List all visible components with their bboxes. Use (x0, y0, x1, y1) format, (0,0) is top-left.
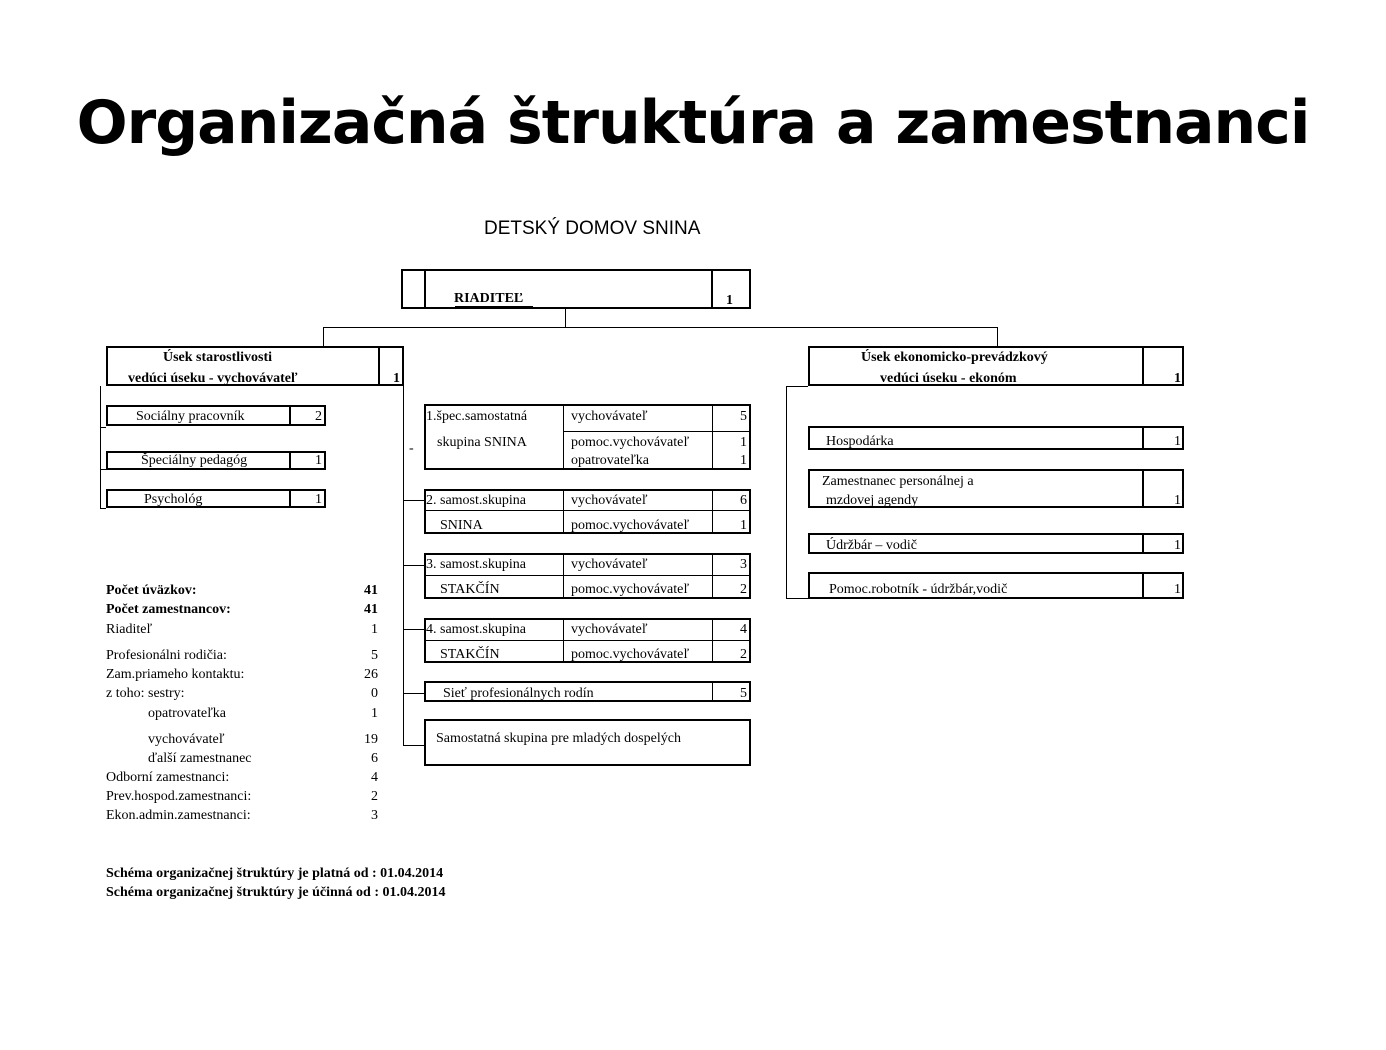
group-1-role2: pomoc.vychovávateľ (571, 435, 690, 450)
stat-label: Odborní zamestnanci: (106, 770, 230, 785)
stat-value: 41 (364, 583, 378, 598)
stat-label: z toho: sestry: (106, 686, 185, 701)
stat-label: Prev.hospod.zamestnanci: (106, 789, 252, 804)
group-3-role2: pomoc.vychovávateľ (571, 582, 690, 597)
group-4-role1: vychovávateľ (571, 622, 648, 637)
group-3-role1: vychovávateľ (571, 557, 648, 572)
group-2-role1: vychovávateľ (571, 493, 648, 508)
right-item-3-count: 1 (1174, 538, 1181, 553)
right-section-lead: vedúci úseku - ekonóm (880, 371, 1017, 386)
stat-label: opatrovateľka (148, 706, 226, 721)
right-item-2-count: 1 (1174, 493, 1181, 508)
dash-mark: - (409, 441, 414, 456)
stat-value: 1 (371, 706, 378, 721)
group-4-name1: 4. samost.skupina (426, 622, 526, 637)
left-item-2-label: Špeciálny pedagóg (141, 453, 248, 468)
stat-value: 0 (371, 686, 378, 701)
director-count: 1 (726, 293, 733, 308)
group-3-name1: 3. samost.skupina (426, 557, 526, 572)
stat-label: Počet zamestnancov: (106, 602, 231, 617)
network-count: 5 (740, 686, 747, 701)
page-title: Organizačná štruktúra a zamestnanci (76, 88, 1310, 158)
right-item-1-count: 1 (1174, 434, 1181, 449)
right-item-4-count: 1 (1174, 582, 1181, 597)
stat-label: vychovávateľ (148, 732, 225, 747)
group-1-role3-count: 1 (740, 453, 747, 468)
group-1-role2-count: 1 (740, 435, 747, 450)
group-4-name2: STAKČÍN (440, 647, 500, 662)
stat-value: 41 (364, 602, 378, 617)
stat-label: ďalší zamestnanec (148, 751, 252, 766)
left-item-3-count: 1 (315, 492, 322, 507)
org-subtitle: DETSKÝ DOMOV SNINA (484, 218, 701, 239)
right-section-title: Úsek ekonomicko-prevádzkový (861, 350, 1048, 365)
right-item-2-label1: Zamestnanec personálnej a (822, 474, 974, 489)
group-1-role1: vychovávateľ (571, 409, 648, 424)
left-item-3-label: Psychológ (144, 492, 203, 507)
stat-label: Počet úväzkov: (106, 583, 197, 598)
group-3-role2-count: 2 (740, 582, 747, 597)
stat-label: Ekon.admin.zamestnanci: (106, 808, 251, 823)
left-section-count: 1 (393, 371, 400, 386)
left-item-3 (106, 489, 326, 508)
stat-value: 1 (371, 622, 378, 637)
footer-effective: Schéma organizačnej štruktúry je účinná od : 01.04.2014 (106, 885, 446, 900)
left-item-2-count: 1 (315, 453, 322, 468)
group-1-name2: skupina SNINA (437, 435, 527, 450)
group-2-name2: SNINA (440, 518, 483, 533)
group-1-role3: opatrovateľka (571, 453, 649, 468)
footer-valid: Schéma organizačnej štruktúry je platná od : 01.04.2014 (106, 866, 444, 881)
stat-value: 26 (364, 667, 378, 682)
young-adults-label: Samostatná skupina pre mladých dospelých (436, 731, 681, 746)
network-label: Sieť profesionálnych rodín (443, 686, 594, 701)
group-4-role2-count: 2 (740, 647, 747, 662)
right-item-1-label: Hospodárka (826, 434, 894, 449)
stat-value: 4 (371, 770, 378, 785)
stat-label: Riaditeľ (106, 622, 153, 637)
left-section-title: Úsek starostlivosti (163, 350, 273, 365)
director-label: RIADITEĽ (454, 291, 524, 306)
group-2-role2: pomoc.vychovávateľ (571, 518, 690, 533)
group-1-role1-count: 5 (740, 409, 747, 424)
group-4-role2: pomoc.vychovávateľ (571, 647, 690, 662)
group-1-name1: 1.špec.samostatná (426, 409, 528, 424)
stat-value: 6 (371, 751, 378, 766)
stat-label: Profesionálni rodičia: (106, 648, 227, 663)
right-item-2-label2: mzdovej agendy (826, 493, 919, 508)
stat-value: 19 (364, 732, 378, 747)
stat-value: 2 (371, 789, 378, 804)
group-2-name1: 2. samost.skupina (426, 493, 526, 508)
stat-value: 3 (371, 808, 378, 823)
group-2-role1-count: 6 (740, 493, 747, 508)
left-item-1-count: 2 (315, 409, 322, 424)
right-item-3-label: Údržbár – vodič (826, 538, 917, 553)
group-3-role1-count: 3 (740, 557, 747, 572)
group-3-name2: STAKČÍN (440, 582, 500, 597)
group-2-role2-count: 1 (740, 518, 747, 533)
left-item-1-label: Sociálny pracovník (136, 409, 245, 424)
stat-label: Zam.priameho kontaktu: (106, 667, 245, 682)
right-section-count: 1 (1174, 371, 1181, 386)
left-section-lead: vedúci úseku - vychovávateľ (128, 371, 298, 386)
stat-value: 5 (371, 648, 378, 663)
right-item-4-label: Pomoc.robotník - údržbár,vodič (829, 582, 1008, 597)
group-4-role1-count: 4 (740, 622, 747, 637)
